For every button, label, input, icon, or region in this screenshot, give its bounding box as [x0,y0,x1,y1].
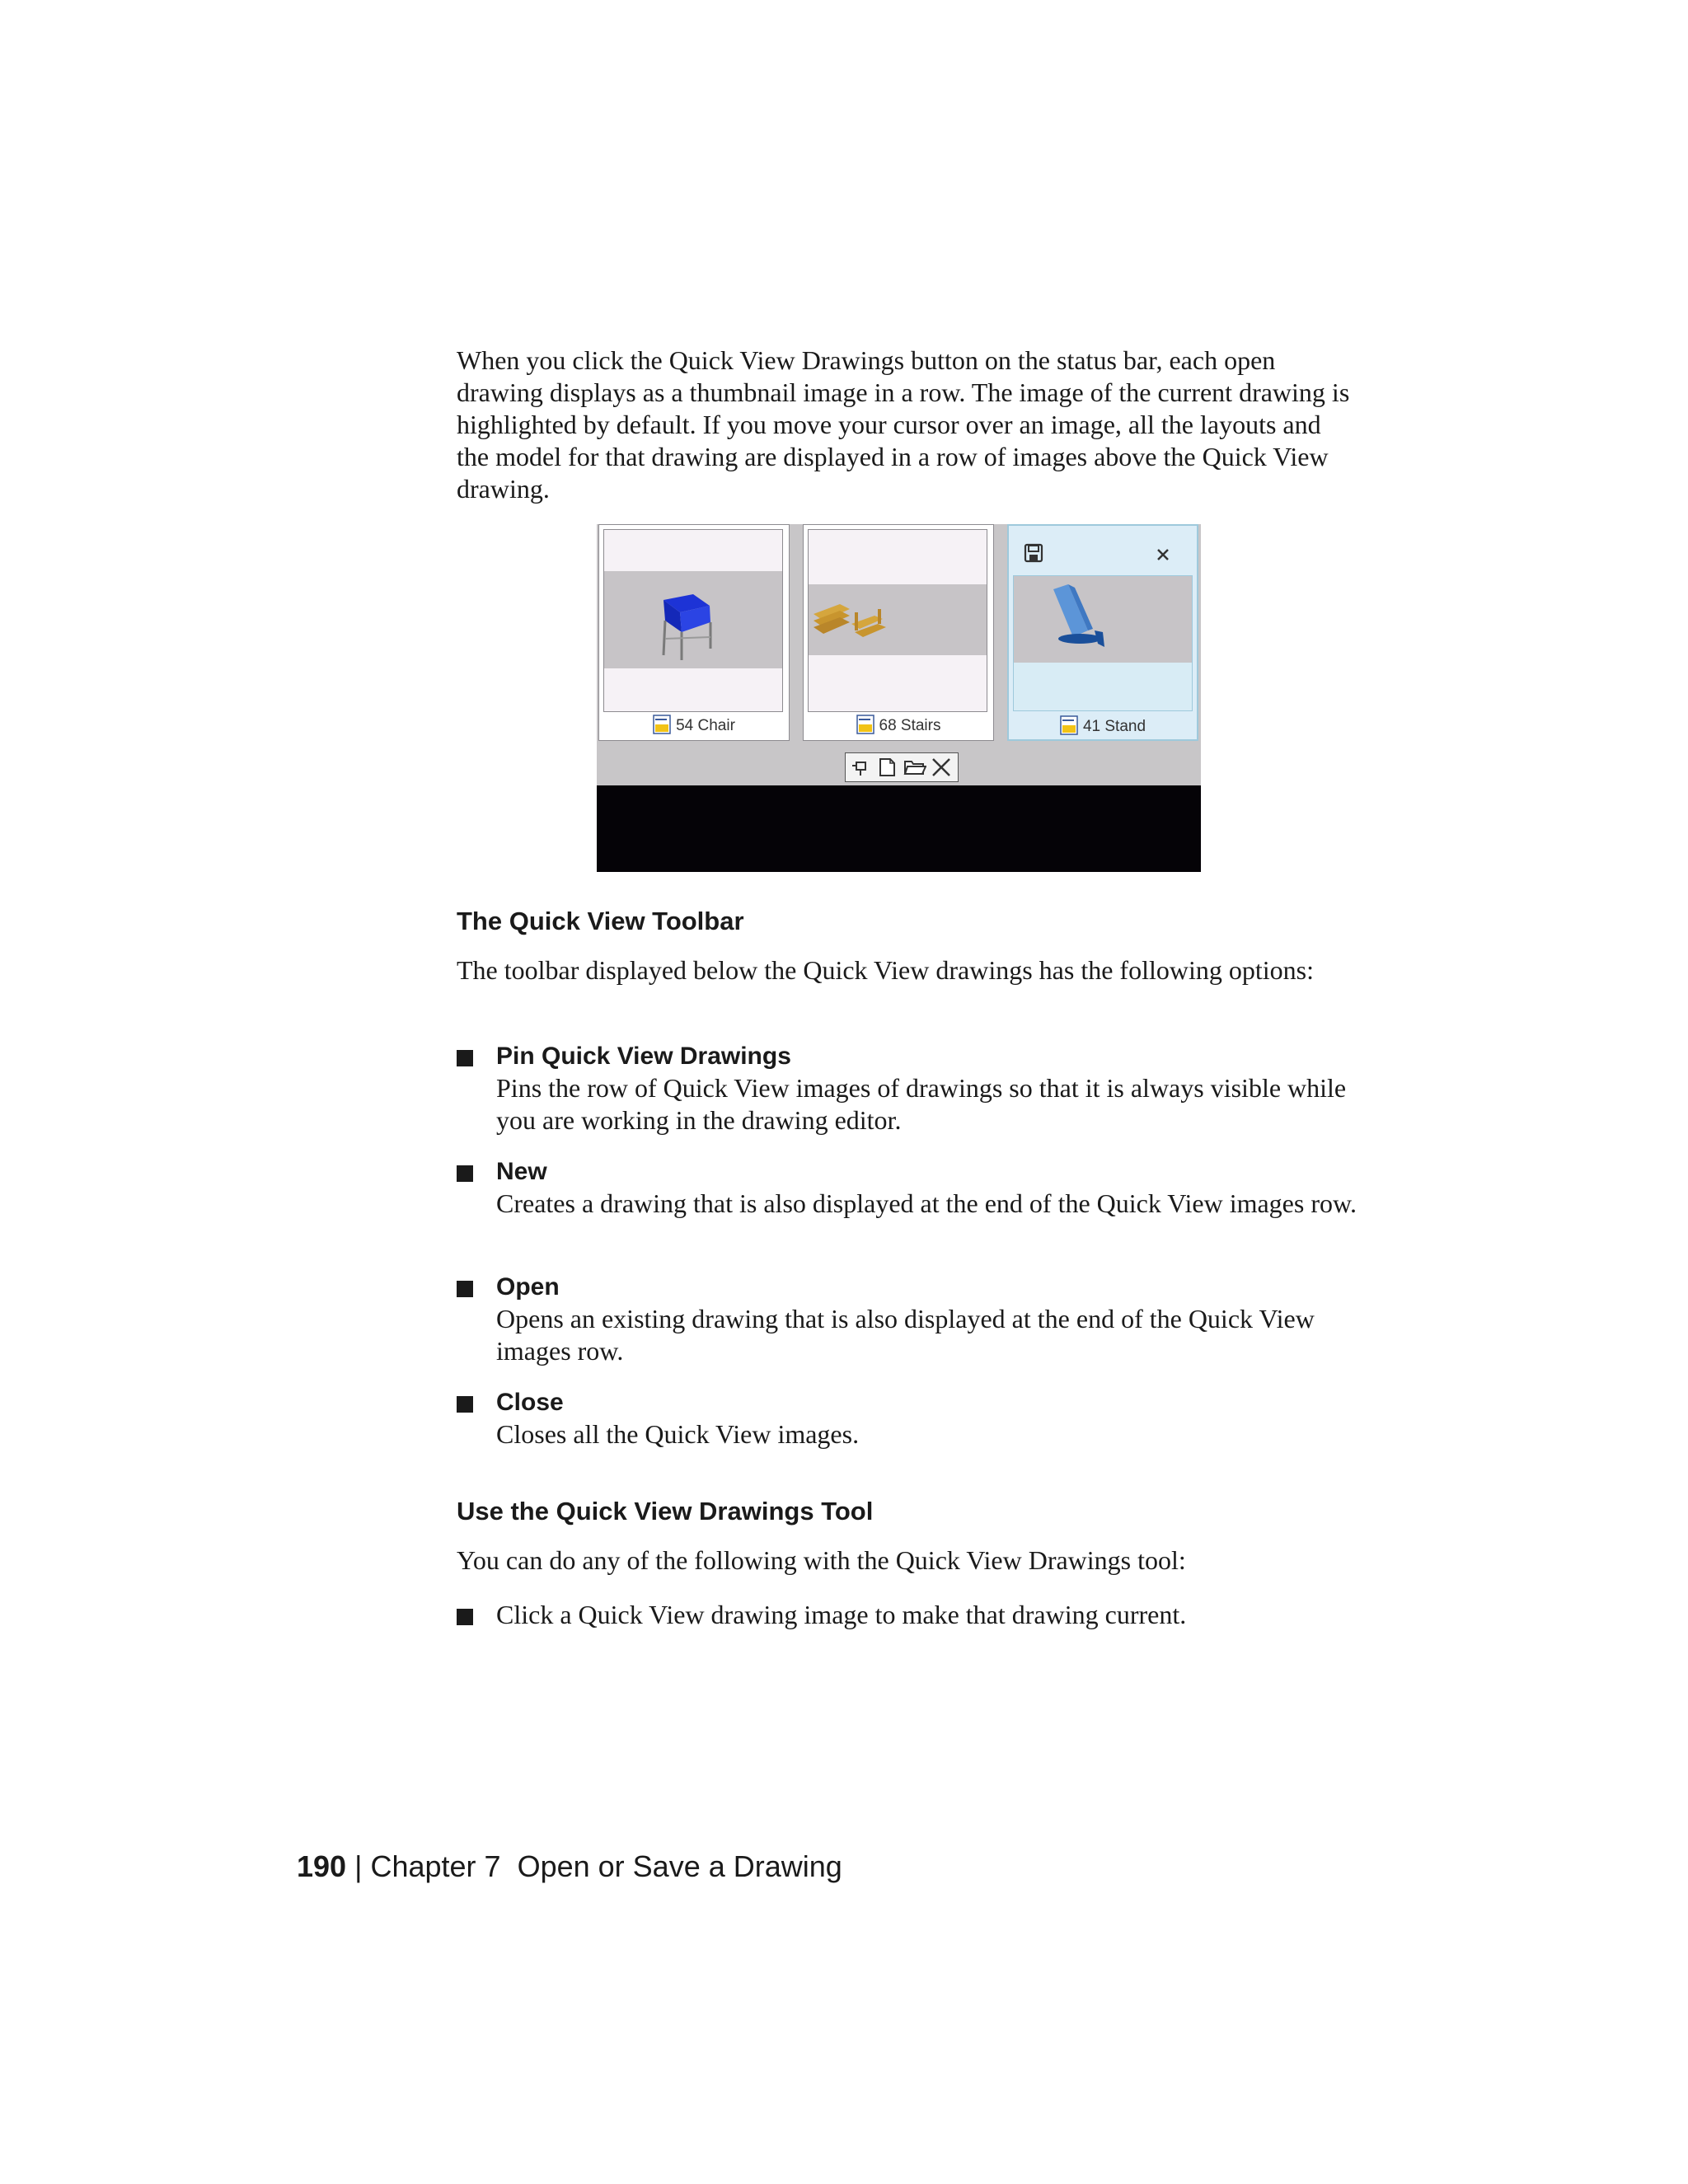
item-title: New [496,1158,547,1185]
list-item [457,1155,1363,1221]
item-description: Closes all the Quick View images. [496,1419,860,1449]
item-description: Pins the row of Quick View images of drawings so that it is always visible while you are working in the drawing editor. [496,1073,1347,1135]
item-title: Close [496,1389,564,1416]
thumbnail-label: 41 Stand [1009,715,1197,736]
section-intro: The toolbar displayed below the Quick View drawings has the following options: [457,955,1314,985]
quick-view-screenshot [597,524,1201,872]
bullet-icon [457,1165,473,1182]
stairs-model-icon [810,596,901,645]
thumbnail-chair[interactable] [598,524,790,741]
section-heading-toolbar: The Quick View Toolbar [457,907,744,935]
drawing-area [597,785,1201,872]
pin-icon[interactable] [849,757,872,777]
item-title: Pin Quick View Drawings [496,1043,791,1070]
drawing-file-icon [1060,715,1078,735]
item-description: Creates a drawing that is also displayed at the end of the Quick View images row. [496,1188,1357,1218]
stand-model-icon [1043,583,1118,657]
bullet-icon [457,1050,473,1066]
quick-view-toolbar [845,752,959,782]
thumbnail-stand[interactable] [1007,524,1198,741]
chapter-label: Chapter 7 [370,1849,501,1883]
footer-separator: | [354,1849,363,1883]
list-item [457,1386,1363,1452]
drawing-file-icon [856,715,874,734]
bullet-icon [457,1281,473,1297]
thumbnail-stairs[interactable] [803,524,994,741]
section-intro: You can do any of the following with the Quick View Drawings tool: [457,1545,1186,1575]
thumbnail-preview [1013,575,1193,711]
page-number: 190 [297,1849,347,1883]
thumbnail-preview [603,529,783,712]
item-title: Open [496,1273,560,1301]
list-item [457,1271,1363,1366]
intro-paragraph: When you click the Quick View Drawings button on the status bar, each open drawing displays as a thumbnail image in a row. The image of the current drawing is highlighted by default. If you move your cursor over an image, all the layouts and the model for that drawing are displayed in a row of images above the Quick View drawing. [457,345,1350,504]
list-item [457,1040,1363,1135]
drawing-file-icon [653,715,671,734]
section-heading-tool: Use the Quick View Drawings Tool [457,1497,874,1526]
thumbnail-preview [808,529,987,712]
page-footer [297,1849,842,1884]
list-item [457,1599,1363,1632]
open-folder-icon[interactable] [903,757,926,777]
new-drawing-icon[interactable] [875,757,898,777]
close-all-icon[interactable] [930,757,953,777]
save-icon[interactable] [1024,543,1043,563]
close-icon[interactable] [1156,547,1170,562]
bullet-icon [457,1609,473,1625]
item-description: Opens an existing drawing that is also displayed at the end of the Quick View images row. [496,1304,1315,1366]
bullet-icon [457,1396,473,1413]
chair-model-icon [629,579,761,662]
thumbnail-label: 68 Stairs [804,715,993,735]
thumbnail-label: 54 Chair [599,715,789,735]
item-text: Click a Quick View drawing image to make that drawing current. [496,1600,1187,1629]
chapter-title: Open or Save a Drawing [517,1849,842,1883]
